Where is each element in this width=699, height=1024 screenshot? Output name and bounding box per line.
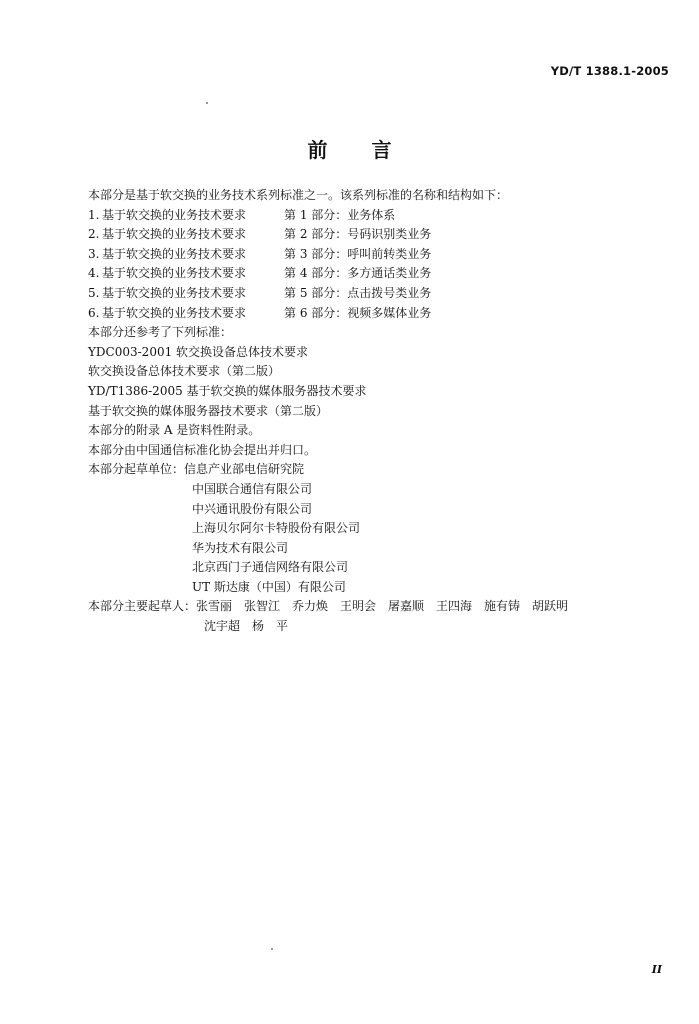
series-item (88, 264, 668, 284)
series-item-number: 2. (88, 227, 100, 242)
series-item-number: 6. (88, 305, 100, 320)
drafting-unit: UT 斯达康（中国）有限公司 (192, 579, 346, 594)
series-item-name: 基于软交换的业务技术要求 (102, 207, 247, 222)
drafting-units-first (88, 460, 668, 480)
series-item (88, 304, 668, 324)
intro-paragraph: 本部分是基于软交换的业务技术系列标准之一。该系列标准的名称和结构如下： (88, 188, 509, 202)
series-item-part: 第 5 部分：点击拨号类业务 (284, 285, 432, 300)
series-item (88, 225, 668, 245)
reference-item: YDC003-2001 软交换设备总体技术要求 (88, 344, 309, 359)
series-item (88, 245, 668, 265)
drafting-unit: 中国联合通信有限公司 (192, 481, 313, 496)
series-item-part: 第 2 部分：号码识别类业务 (284, 227, 432, 242)
page-number: II (651, 963, 662, 976)
series-item-number: 5. (88, 285, 100, 300)
series-item-part: 第 6 部分：视频多媒体业务 (284, 305, 432, 320)
series-item-name: 基于软交换的业务技术要求 (102, 266, 247, 281)
series-item-part: 第 3 部分：呼叫前转类业务 (284, 246, 432, 261)
proposer-note: 本部分由中国通信标准化协会提出并归口。 (88, 442, 317, 457)
scan-speck (271, 948, 273, 950)
reference-item: 软交换设备总体技术要求（第二版） (88, 364, 281, 379)
drafting-unit: 北京西门子通信网络有限公司 (192, 560, 349, 575)
authors-label: 本部分主要起草人： (88, 599, 197, 614)
drafting-unit: 上海贝尔阿尔卡特股份有限公司 (192, 521, 361, 536)
drafting-unit: 华为技术有限公司 (192, 540, 289, 555)
series-item-number: 3. (88, 246, 100, 261)
series-item-name: 基于软交换的业务技术要求 (102, 305, 247, 320)
reference-item: 基于软交换的媒体服务器技术要求（第二版） (88, 403, 329, 418)
title-char-1: 前 (307, 138, 328, 162)
series-item-name: 基于软交换的业务技术要求 (102, 227, 247, 242)
series-item-number: 4. (88, 266, 100, 281)
scan-speck (206, 102, 208, 104)
title-char-2: 言 (371, 138, 392, 162)
series-item-part: 第 4 部分：多方通话类业务 (284, 266, 432, 281)
drafting-unit: 中兴通讯股份有限公司 (192, 501, 313, 516)
drafting-unit: 信息产业部电信研究院 (184, 462, 305, 477)
reference-item: YD/T1386-2005 基于软交换的媒体服务器技术要求 (88, 383, 367, 398)
series-item-number: 1. (88, 207, 100, 222)
references-intro: 本部分还参考了下列标准： (88, 325, 233, 340)
series-item (88, 206, 668, 226)
series-item-name: 基于软交换的业务技术要求 (102, 246, 247, 261)
drafting-label: 本部分起草单位： (88, 462, 185, 477)
series-item-name: 基于软交换的业务技术要求 (102, 285, 247, 300)
authors-second-line: 沈宇超 杨 平 (204, 619, 289, 634)
series-item (88, 284, 668, 304)
standard-code: YD/T 1388.1-2005 (550, 64, 669, 78)
appendix-note: 本部分的附录 A 是资料性附录。 (88, 423, 261, 438)
foreword-body (88, 186, 668, 637)
authors-names: 张雪丽 张智江 乔力焕 王明会 屠嘉顺 王四海 施有铸 胡跃明 (196, 599, 569, 614)
series-item-part: 第 1 部分：业务体系 (284, 207, 396, 222)
page-title (0, 134, 699, 163)
authors-first-line (88, 597, 668, 617)
